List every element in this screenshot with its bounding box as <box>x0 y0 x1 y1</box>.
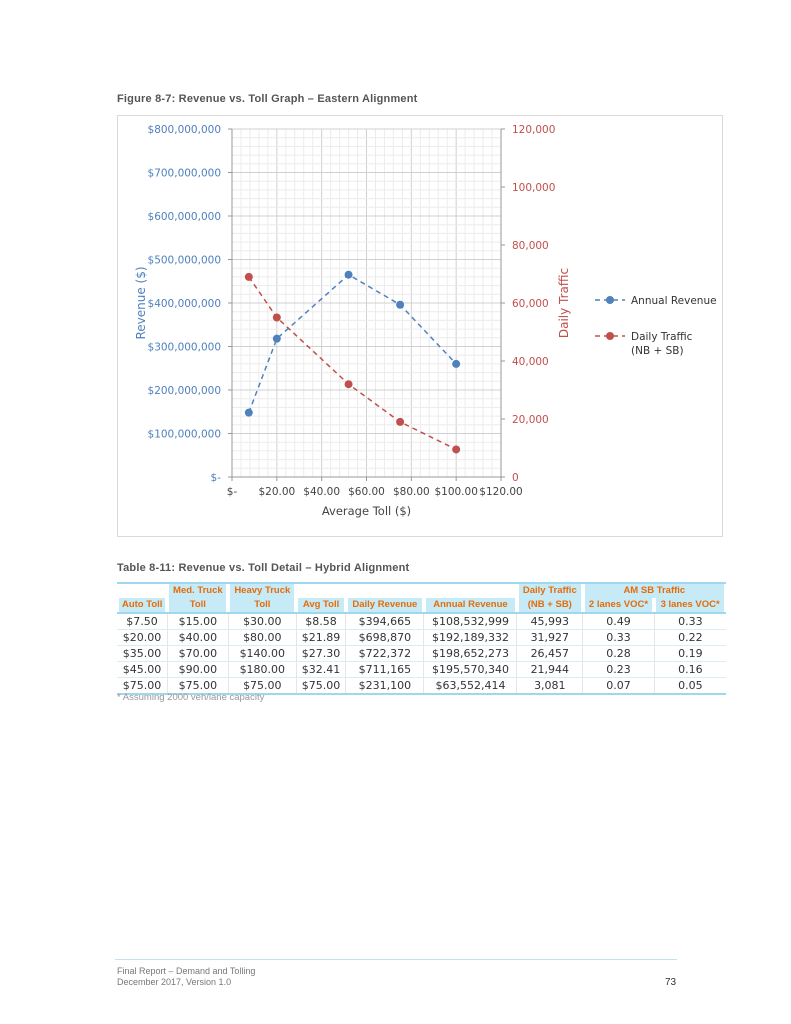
x-tick-label: $40.00 <box>303 486 341 498</box>
table-cell: $75.00 <box>167 678 228 695</box>
y-tick-label: $200,000,000 <box>147 385 221 397</box>
y-tick-label: $100,000,000 <box>147 428 221 441</box>
header-cell: Auto Toll <box>117 598 167 613</box>
x-tick-label: $80.00 <box>392 486 430 498</box>
header-cell: Daily Revenue <box>346 598 424 613</box>
table-cell: 45,993 <box>517 613 583 630</box>
table-cell: 21,944 <box>517 662 583 678</box>
footer-report-title: Final Report – Demand and Tolling <box>117 966 256 976</box>
y-tick-label: $700,000,000 <box>147 167 221 180</box>
data-point <box>273 314 281 322</box>
table-cell: $32.41 <box>296 662 345 678</box>
page-number: 73 <box>665 977 677 988</box>
table-cell: $15.00 <box>167 613 228 630</box>
header-cell: 3 lanes VOC* <box>654 598 726 613</box>
x-axis-label: Average Toll ($) <box>321 504 412 518</box>
table-cell: $80.00 <box>228 630 296 646</box>
header-cell <box>346 583 424 598</box>
data-point <box>345 380 353 388</box>
table-row <box>117 613 726 630</box>
data-point <box>452 360 460 368</box>
figure-caption: Figure 8-7: Revenue vs. Toll Graph – Eastern Alignment <box>117 93 418 105</box>
table-cell: $75.00 <box>228 678 296 695</box>
table-cell: 0.33 <box>678 615 703 628</box>
revenue-toll-table <box>117 582 726 695</box>
header-cell: Annual Revenue <box>424 598 517 613</box>
legend-marker-traffic <box>606 332 614 340</box>
table-header-row-bottom <box>117 598 726 613</box>
data-point <box>396 418 404 426</box>
x-tick-label: $120.00 <box>479 486 523 498</box>
header-cell: Avg Toll <box>296 598 345 613</box>
legend-label-revenue: Annual Revenue <box>631 295 717 307</box>
table-cell: $698,870 <box>346 630 424 646</box>
legend-label-traffic: Daily Traffic <box>631 331 693 343</box>
table-cell: $75.00 <box>296 678 345 695</box>
data-point <box>245 409 253 417</box>
table-cell: $90.00 <box>167 662 228 678</box>
header-cell <box>424 583 517 598</box>
table-cell: $70.00 <box>167 646 228 662</box>
table-cell: 0.05 <box>678 679 703 692</box>
y2-tick-label: 120,000 <box>512 124 556 136</box>
table-header-row-top <box>117 583 726 598</box>
table-cell: 0.22 <box>678 631 703 644</box>
table-cell: 0.19 <box>678 647 703 660</box>
table-cell: 0.33 <box>583 630 655 646</box>
table-cell: $30.00 <box>228 613 296 630</box>
x-tick-label: $20.00 <box>258 486 296 498</box>
table-cell: 0.28 <box>583 646 655 662</box>
table-cell: $140.00 <box>228 646 296 662</box>
table-cell: $63,552,414 <box>424 678 517 695</box>
table-cell: $198,652,273 <box>424 646 517 662</box>
footer-divider <box>115 959 677 960</box>
y2-axis-label: Daily Traffic <box>557 267 571 339</box>
revenue-toll-chart <box>117 115 723 537</box>
y-tick-label: $300,000,000 <box>147 341 221 354</box>
footer-text <box>117 966 255 988</box>
table-cell: $8.58 <box>296 613 345 630</box>
footer-report-date: December 2017, Version 1.0 <box>117 977 232 987</box>
table-row <box>117 646 726 662</box>
table-footnote: * Assuming 2000 veh/lane capacity <box>117 692 265 703</box>
legend-marker-revenue <box>606 296 614 304</box>
header-cell: Toll <box>228 598 296 613</box>
y2-tick-label: 80,000 <box>512 240 549 252</box>
y-tick-label: $- <box>210 472 221 484</box>
table-cell: $394,665 <box>346 613 424 630</box>
table-caption: Table 8-11: Revenue vs. Toll Detail – Hybrid Alignment <box>117 562 410 574</box>
table-cell: $21.89 <box>296 630 345 646</box>
table-cell: 31,927 <box>517 630 583 646</box>
table-cell: $40.00 <box>167 630 228 646</box>
header-cell-am-sb: AM SB Traffic <box>583 583 726 598</box>
header-cell: 2 lanes VOC* <box>583 598 655 613</box>
table-cell: $192,189,332 <box>424 630 517 646</box>
chart-svg <box>118 116 722 536</box>
y-tick-label: $400,000,000 <box>147 298 221 310</box>
table-cell: $27.30 <box>296 646 345 662</box>
y-tick-label: $800,000,000 <box>147 124 221 136</box>
series-line <box>249 275 456 413</box>
y-axis-label: Revenue ($) <box>134 266 148 340</box>
table-cell: $108,532,999 <box>424 613 517 630</box>
table-row <box>117 662 726 678</box>
table-cell: $180.00 <box>228 662 296 678</box>
y2-tick-label: 20,000 <box>512 414 549 426</box>
table-cell: 0.49 <box>583 613 655 630</box>
table-cell: $195,570,340 <box>424 662 517 678</box>
data-point <box>245 273 253 281</box>
table-cell: $45.00 <box>117 662 167 678</box>
header-cell: Med. Truck <box>167 583 228 598</box>
table-cell: $7.50 <box>117 613 167 630</box>
table-cell: $711,165 <box>346 662 424 678</box>
header-cell <box>296 583 345 598</box>
y2-tick-label: 40,000 <box>512 356 549 368</box>
table-cell: $722,372 <box>346 646 424 662</box>
data-point <box>345 271 353 279</box>
table-cell: $35.00 <box>117 646 167 662</box>
table-row <box>117 630 726 646</box>
header-cell: Daily Traffic <box>517 583 583 598</box>
table-cell: $20.00 <box>117 630 167 646</box>
x-tick-label: $60.00 <box>348 486 385 498</box>
table-cell: 0.16 <box>678 663 703 676</box>
legend-label-traffic-sub: (NB + SB) <box>631 345 684 357</box>
y2-tick-label: 0 <box>512 472 519 484</box>
x-tick-label: $- <box>226 486 238 498</box>
x-tick-label: $100.00 <box>434 486 478 498</box>
table-cell: 3,081 <box>517 678 583 695</box>
table-cell: 26,457 <box>517 646 583 662</box>
y-tick-label: $600,000,000 <box>147 211 221 223</box>
header-cell: (NB + SB) <box>517 598 583 613</box>
table-cell: $231,100 <box>346 678 424 695</box>
header-cell <box>117 583 167 598</box>
y-tick-label: $500,000,000 <box>147 254 221 267</box>
y2-tick-label: 60,000 <box>512 298 549 310</box>
data-point <box>273 335 281 343</box>
y2-tick-label: 100,000 <box>512 182 556 194</box>
header-cell: Heavy Truck <box>228 583 296 598</box>
table-cell: $75.00 <box>117 678 167 695</box>
header-cell: Toll <box>167 598 228 613</box>
table-cell: 0.23 <box>583 662 655 678</box>
table-cell: 0.07 <box>583 678 655 695</box>
data-point <box>396 301 404 309</box>
data-point <box>452 445 460 453</box>
